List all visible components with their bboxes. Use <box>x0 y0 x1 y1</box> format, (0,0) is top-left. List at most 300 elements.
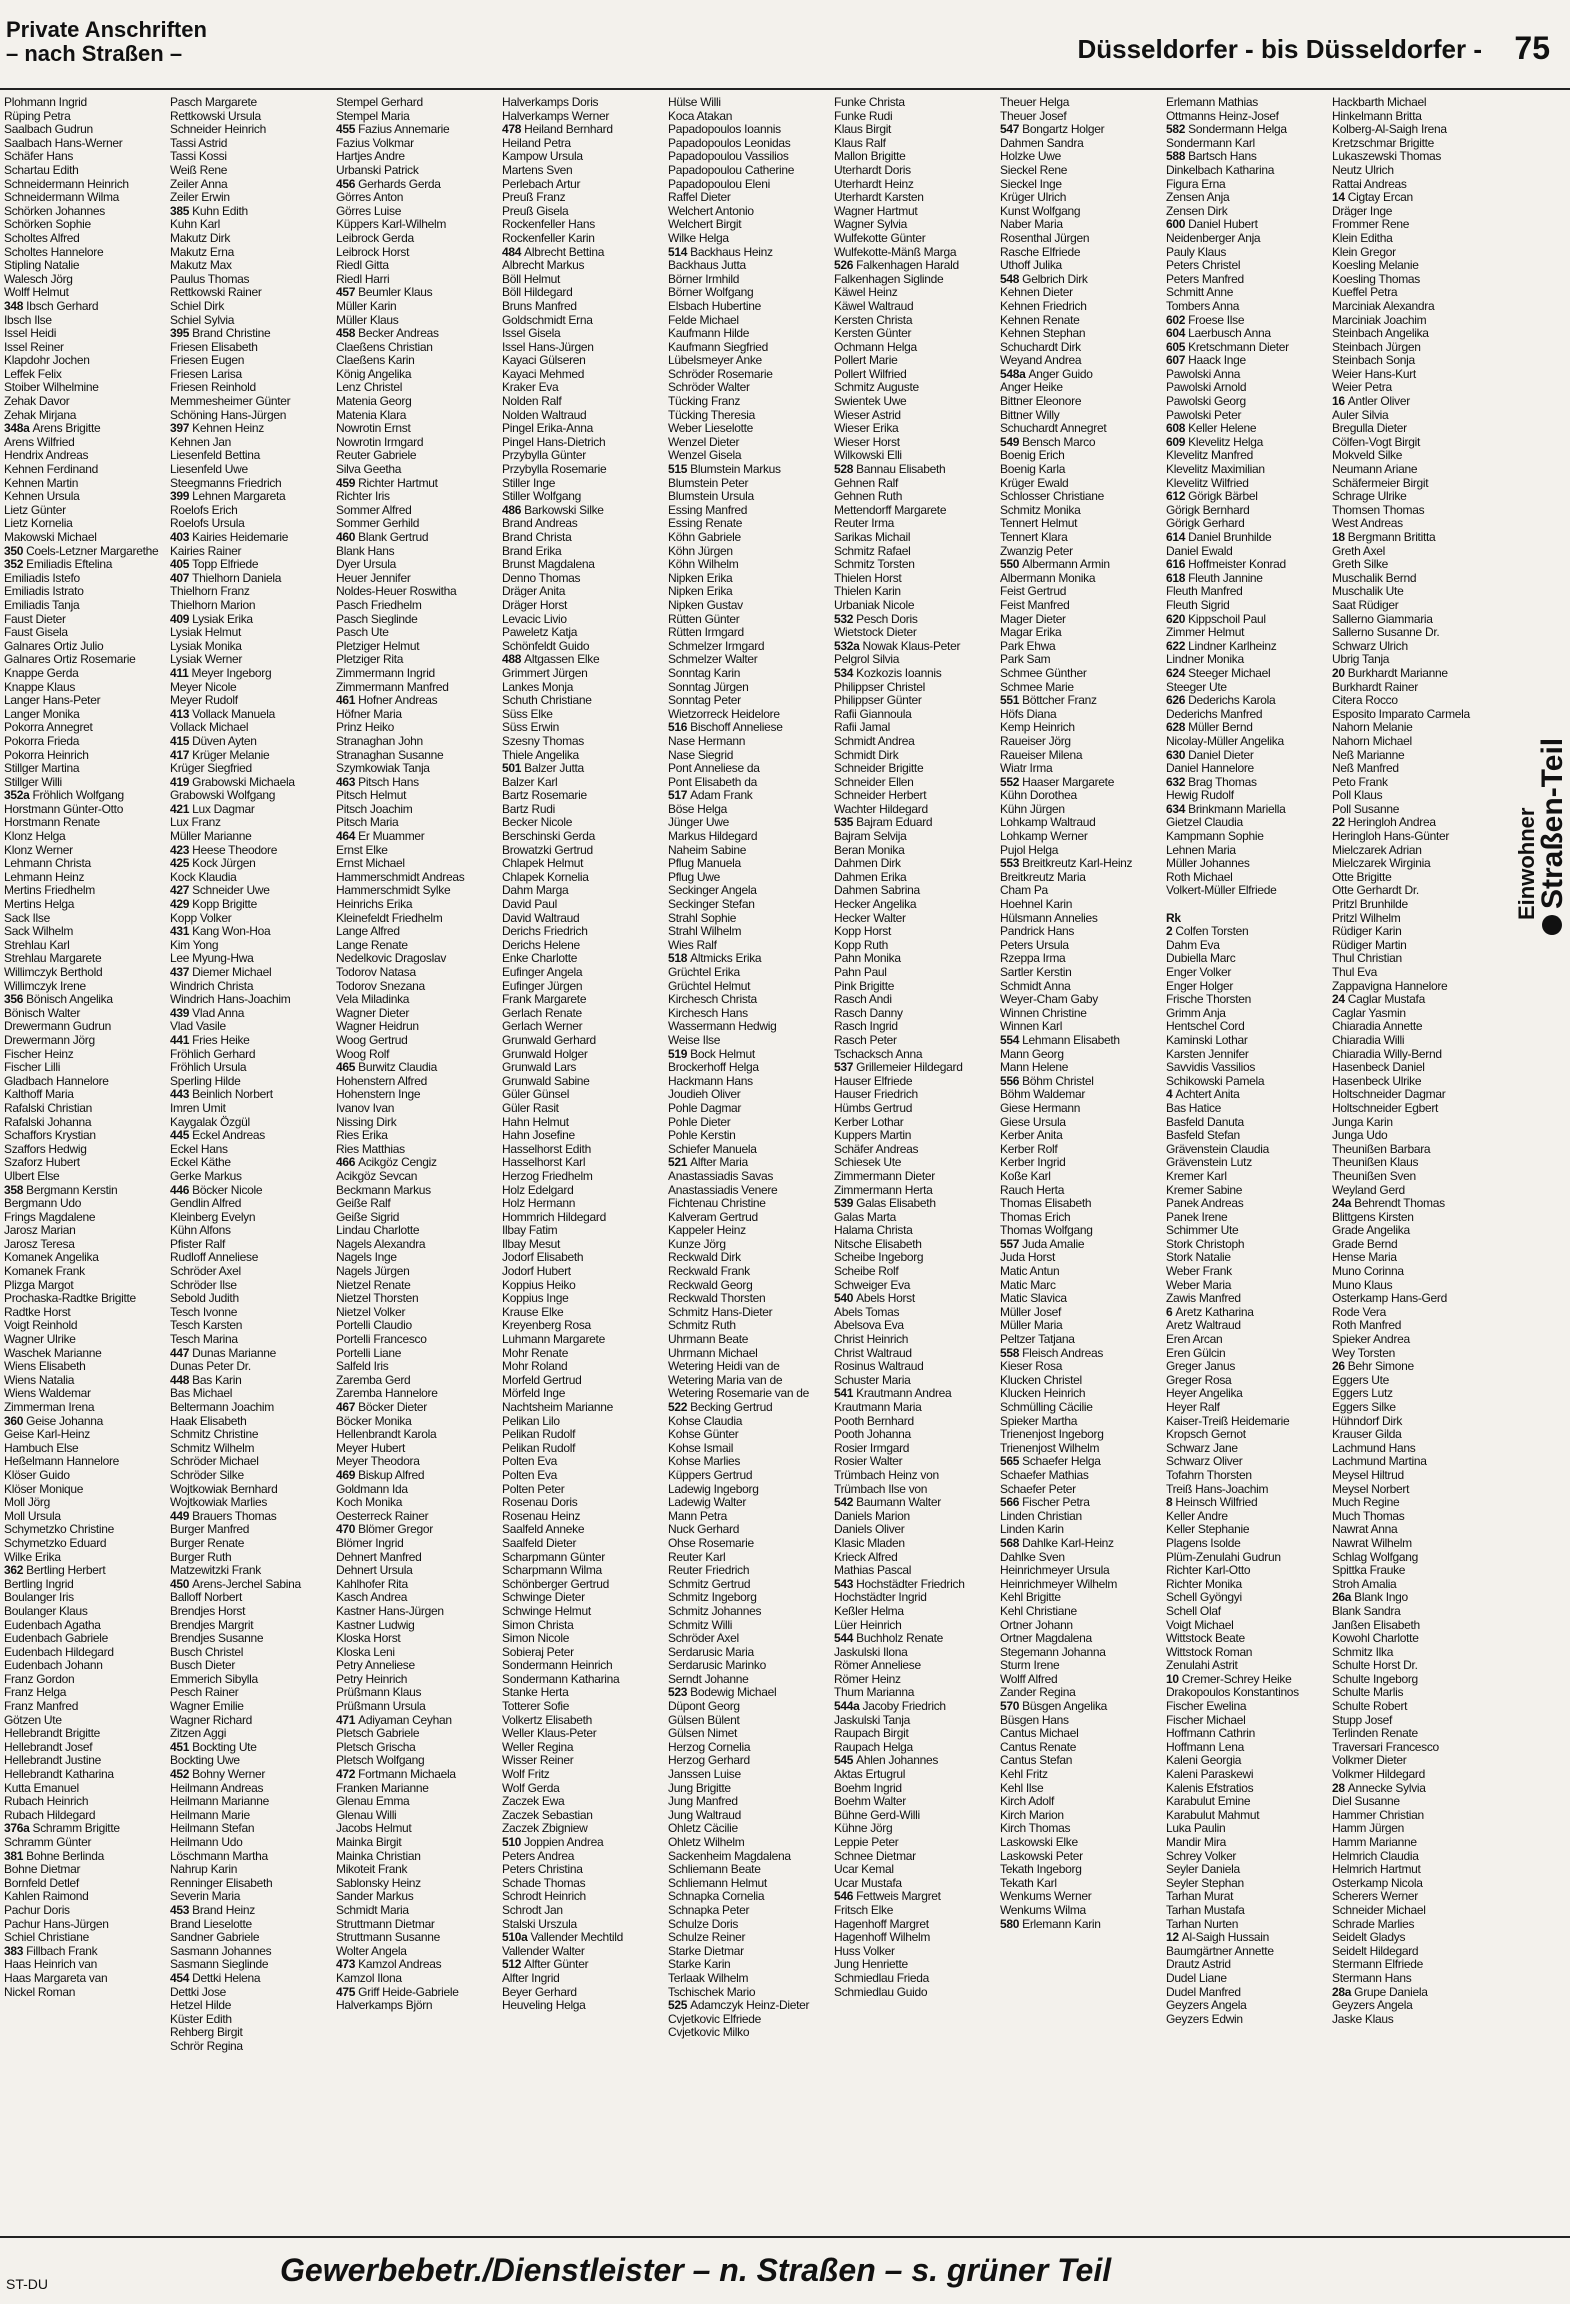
directory-entry <box>1332 1061 1498 1075</box>
resident-name: Kirchesch Hans <box>668 1005 748 1020</box>
resident-name: Roelofs Ursula <box>170 516 245 531</box>
resident-name: Fleisch Andreas <box>1022 1345 1104 1360</box>
resident-name: Bensch Marco <box>1022 434 1096 449</box>
resident-name: Horstmann Günter-Otto <box>4 801 124 816</box>
resident-name: Kaiser-Treiß Heidemarie <box>1166 1413 1290 1428</box>
resident-name: Görigk Gerhard <box>1166 516 1245 531</box>
directory-entry <box>502 1238 668 1252</box>
directory-entry <box>834 504 1000 518</box>
directory-entry <box>336 218 502 232</box>
resident-name: Galnares Ortiz Rosemarie <box>4 652 136 667</box>
directory-entry <box>1332 884 1498 898</box>
resident-name: Muno Corinna <box>1332 1264 1404 1279</box>
directory-entry <box>834 1116 1000 1130</box>
resident-name: Daniels Oliver <box>834 1522 905 1537</box>
directory-entry <box>1332 1700 1498 1714</box>
resident-name: Fleuth Sigrid <box>1166 597 1230 612</box>
resident-name: Zensen Dirk <box>1166 203 1228 218</box>
resident-name: Sebold Judith <box>170 1291 239 1306</box>
directory-entry <box>502 1632 668 1646</box>
directory-entry <box>170 1238 336 1252</box>
resident-name: Wagner Emilie <box>170 1699 244 1714</box>
resident-name: Dudel Manfred <box>1166 1984 1241 1999</box>
directory-entry <box>170 273 336 287</box>
resident-name: Diel Susanne <box>1332 1794 1400 1809</box>
resident-name: Hewig Rudolf <box>1166 788 1234 803</box>
directory-column <box>336 96 502 2216</box>
directory-entry <box>170 572 336 586</box>
directory-entry <box>1000 749 1166 763</box>
directory-entry <box>170 1795 336 1809</box>
directory-entry <box>1000 1088 1166 1102</box>
directory-entry <box>1166 1428 1332 1442</box>
house-number: 409 <box>170 611 193 626</box>
directory-entry <box>834 1972 1000 1986</box>
directory-entry <box>834 1809 1000 1823</box>
directory-entry <box>170 286 336 300</box>
resident-name: Krieck Alfred <box>834 1549 898 1564</box>
resident-name: Römer Heinz <box>834 1671 901 1686</box>
resident-name: Thum Marianna <box>834 1685 915 1700</box>
house-number: 486 <box>502 502 525 517</box>
resident-name: Krüger Ulrich <box>1000 190 1067 205</box>
resident-name: Liesenfeld Uwe <box>170 462 248 477</box>
directory-entry <box>4 653 170 667</box>
directory-entry <box>1000 137 1166 151</box>
directory-entry <box>336 1007 502 1021</box>
directory-entry <box>170 409 336 423</box>
resident-name: Kock Jürgen <box>192 856 256 871</box>
resident-name: Leffek Felix <box>4 366 62 381</box>
directory-entry <box>1332 463 1498 477</box>
directory-entry <box>1000 952 1166 966</box>
resident-name: Dinkelbach Katharina <box>1166 162 1275 177</box>
directory-column <box>1332 96 1498 2216</box>
resident-name: Frank Margarete <box>502 992 587 1007</box>
resident-name: Jodorf Hubert <box>502 1264 571 1279</box>
resident-name: Pasch Margarete <box>170 96 257 109</box>
resident-name: Kehnen Stephan <box>1000 326 1086 341</box>
resident-name: Lysiak Helmut <box>170 625 242 640</box>
resident-name: Kirch Adolf <box>1000 1794 1055 1809</box>
resident-name: Vlad Anna <box>192 1005 245 1020</box>
directory-entry <box>502 1523 668 1537</box>
resident-name: Scherers Werner <box>1332 1889 1418 1904</box>
directory-entry <box>4 1251 170 1265</box>
directory-entry <box>1166 1319 1332 1333</box>
directory-entry <box>4 96 170 110</box>
resident-name: Caglar Mustafa <box>1347 992 1425 1007</box>
resident-name: Brendjes Margrit <box>170 1617 254 1632</box>
directory-entry <box>4 504 170 518</box>
directory-entry <box>502 898 668 912</box>
directory-entry <box>1332 436 1498 450</box>
directory-entry <box>1166 259 1332 273</box>
resident-name: Theuer Josef <box>1000 108 1067 123</box>
directory-entry <box>1166 789 1332 803</box>
resident-name: Pooth Johanna <box>834 1427 911 1442</box>
directory-entry <box>1166 1075 1332 1089</box>
house-number: 417 <box>170 747 193 762</box>
resident-name: Volkmer Hildegard <box>1332 1767 1425 1782</box>
resident-name: Tschischek Mario <box>668 1984 756 1999</box>
resident-name: Rosinus Waltraud <box>834 1359 924 1374</box>
resident-name: Schmitz Wilhelm <box>170 1440 255 1455</box>
directory-entry <box>1000 1700 1166 1714</box>
directory-entry <box>336 1727 502 1741</box>
house-number: 553 <box>1000 856 1023 871</box>
directory-entry <box>1000 925 1166 939</box>
directory-entry <box>1166 300 1332 314</box>
resident-name: Hoffmann Cathrin <box>1166 1726 1256 1741</box>
resident-name: Alfter Maria <box>690 1155 748 1170</box>
directory-entry <box>170 1931 336 1945</box>
resident-name: Sturm Irene <box>1000 1658 1060 1673</box>
directory-entry <box>4 531 170 545</box>
resident-name: Heyer Angelika <box>1166 1386 1243 1401</box>
resident-name: Pont Elisabeth da <box>668 774 757 789</box>
house-number: 446 <box>170 1182 193 1197</box>
resident-name: Hammerschmidt Sylke <box>336 883 451 898</box>
resident-name: Schnee Dietmar <box>834 1848 916 1863</box>
directory-entry <box>502 96 668 110</box>
directory-entry <box>1166 490 1332 504</box>
resident-name: Balzer Karl <box>502 774 558 789</box>
resident-name: Adiyaman Ceyhan <box>358 1712 452 1727</box>
directory-entry <box>1000 966 1166 980</box>
resident-name: Denno Thomas <box>502 570 581 585</box>
directory-entry <box>834 735 1000 749</box>
resident-name: Terlaak Wilhelm <box>668 1970 749 1985</box>
resident-name: Bodewig Michael <box>690 1685 777 1700</box>
resident-name: Neß Manfred <box>1332 761 1399 776</box>
resident-name: Roth Manfred <box>1332 1318 1402 1333</box>
resident-name: Brand Christa <box>502 530 572 544</box>
directory-entry <box>1332 123 1498 137</box>
resident-name: Hammerschmidt Andreas <box>336 869 465 884</box>
resident-name: Zaczek Ewa <box>502 1794 565 1809</box>
resident-name: Dahmen Sabrina <box>834 883 920 898</box>
directory-entry <box>502 409 668 423</box>
resident-name: Kleinefeldt Friedhelm <box>336 910 443 925</box>
directory-entry <box>834 1850 1000 1864</box>
resident-name: Kehnen Dieter <box>1000 285 1073 300</box>
resident-name: Kalenis Efstratios <box>1166 1780 1254 1795</box>
directory-entry <box>4 1347 170 1361</box>
resident-name: Stupp Josef <box>1332 1712 1393 1727</box>
resident-name: Neumann Ariane <box>1332 462 1418 477</box>
resident-name: Klöser Monique <box>4 1481 84 1496</box>
directory-entry <box>1000 1333 1166 1347</box>
directory-entry <box>336 1238 502 1252</box>
directory-entry <box>170 585 336 599</box>
directory-entry <box>4 1102 170 1116</box>
directory-entry <box>668 884 834 898</box>
resident-name: Eudenbach Gabriele <box>4 1631 109 1646</box>
resident-name: Jung Brigitte <box>668 1780 731 1795</box>
directory-entry <box>336 1034 502 1048</box>
resident-name: Boehm Walter <box>834 1794 906 1809</box>
resident-name: Froese Ilse <box>1188 312 1245 327</box>
resident-name: Woog Gertrud <box>336 1032 408 1047</box>
resident-name: Falkenhagen Siglinde <box>834 271 944 286</box>
directory-entry <box>336 1211 502 1225</box>
resident-name: Koca Atakan <box>668 108 733 123</box>
directory-entry <box>170 1224 336 1238</box>
resident-name: Böll Helmut <box>502 271 561 286</box>
resident-name: Schmitz Auguste <box>834 380 919 395</box>
directory-entry <box>1332 178 1498 192</box>
resident-name: Schröder Rosemarie <box>668 366 773 381</box>
directory-entry <box>1000 1428 1166 1442</box>
directory-entry <box>170 1319 336 1333</box>
resident-name: Nahrup Karin <box>170 1862 238 1877</box>
resident-name: Plohmann Ingrid <box>4 96 87 109</box>
resident-name: Boehm Ingrid <box>834 1780 902 1795</box>
directory-entry <box>1166 368 1332 382</box>
resident-name: Schartau Edith <box>4 162 79 177</box>
directory-entry <box>170 191 336 205</box>
directory-entry <box>502 1374 668 1388</box>
resident-name: Diemer Michael <box>192 965 272 979</box>
resident-name: Kuhn Edith <box>192 203 248 218</box>
resident-name: Brand Erika <box>502 543 562 558</box>
house-number: 465 <box>336 1060 359 1075</box>
resident-name: Brunst Magdalena <box>502 557 595 572</box>
resident-name: Wey Torsten <box>1332 1345 1395 1360</box>
resident-name: Stranaghan John <box>336 733 423 748</box>
resident-name: Meyer Hubert <box>336 1440 406 1455</box>
house-number: 501 <box>502 761 525 776</box>
directory-entry <box>1000 1197 1166 1211</box>
directory-entry <box>336 1251 502 1265</box>
resident-name: Faust Gisela <box>4 625 68 640</box>
resident-name: Schramm Brigitte <box>32 1821 120 1836</box>
resident-name: Nissing Dirk <box>336 1114 397 1129</box>
resident-name: Lachmund Martina <box>1332 1454 1427 1469</box>
resident-name: Hellebrandt Josef <box>4 1739 93 1754</box>
resident-name: Swientek Uwe <box>834 394 907 409</box>
resident-name: Mielczarek Adrian <box>1332 842 1422 857</box>
resident-name: Bergmann Kerstin <box>26 1182 118 1197</box>
directory-entry <box>834 694 1000 708</box>
resident-name: Pokorra Annegret <box>4 720 93 735</box>
house-number: 458 <box>336 326 359 341</box>
resident-name: Aretz Katharina <box>1175 1304 1254 1319</box>
resident-name: Kopp Ruth <box>834 937 889 952</box>
directory-entry <box>4 545 170 559</box>
house-number: 8 <box>1166 1495 1176 1510</box>
directory-entry <box>1166 558 1332 572</box>
resident-name: Nicolay-Müller Angelika <box>1166 733 1284 748</box>
resident-name: Tekath Ingeborg <box>1000 1862 1082 1877</box>
directory-entry <box>502 884 668 898</box>
directory-entry <box>668 1673 834 1687</box>
directory-entry <box>668 952 834 966</box>
directory-entry <box>1166 164 1332 178</box>
directory-entry <box>170 1578 336 1592</box>
directory-entry <box>1166 1877 1332 1891</box>
directory-entry <box>668 816 834 830</box>
directory-entry <box>1332 1591 1498 1605</box>
resident-name: Müller Johannes <box>1166 856 1250 871</box>
resident-name: Matic Antun <box>1000 1264 1060 1279</box>
resident-name: Stipling Natalie <box>4 258 80 273</box>
resident-name: Kehnen Friedrich <box>1000 298 1087 313</box>
resident-name: Grimm Anja <box>1166 1005 1226 1020</box>
resident-name: Stermann Elfriede <box>1332 1957 1423 1972</box>
resident-name: Lehnen Maria <box>1166 842 1236 857</box>
directory-entry <box>502 1714 668 1728</box>
resident-name: Kohse Günter <box>668 1427 739 1442</box>
resident-name: Anastassiadis Venere <box>668 1182 778 1197</box>
house-number: 2 <box>1166 924 1176 939</box>
directory-entry <box>834 1646 1000 1660</box>
directory-entry <box>1000 1564 1166 1578</box>
directory-entry <box>4 1129 170 1143</box>
directory-entry <box>4 1795 170 1809</box>
directory-entry <box>1000 286 1166 300</box>
resident-name: Roelofs Erich <box>170 502 238 517</box>
directory-entry <box>1332 205 1498 219</box>
directory-entry <box>668 735 834 749</box>
directory-entry <box>834 1795 1000 1809</box>
resident-name: Grimmert Jürgen <box>502 665 588 680</box>
directory-entry <box>834 1428 1000 1442</box>
resident-name: Schneider Heinrich <box>170 122 266 137</box>
directory-entry <box>502 1700 668 1714</box>
resident-name: Volkert-Müller Elfriede <box>1166 883 1277 898</box>
resident-name: Osterkamp Hans-Gerd <box>1332 1291 1448 1306</box>
resident-name: Wilkowski Elli <box>834 448 902 463</box>
resident-name: Lux Dagmar <box>192 801 255 816</box>
resident-name: Rattai Andreas <box>1332 176 1407 191</box>
directory-entry <box>668 1999 834 2013</box>
directory-entry <box>834 422 1000 436</box>
directory-entry <box>502 1170 668 1184</box>
resident-name: Eckel Käthe <box>170 1155 231 1170</box>
directory-entry <box>834 395 1000 409</box>
resident-name: Otte Gerhardt Dr. <box>1332 883 1419 898</box>
directory-entry <box>336 1986 502 2000</box>
directory-entry <box>834 1768 1000 1782</box>
resident-name: Wulfekotte Günter <box>834 230 926 245</box>
directory-entry <box>170 123 336 137</box>
directory-entry <box>170 1347 336 1361</box>
directory-entry <box>1332 300 1498 314</box>
directory-entry <box>1166 1972 1332 1986</box>
resident-name: Pelikan Rudolf <box>502 1440 576 1455</box>
directory-entry <box>170 1551 336 1565</box>
resident-name: Rockenfeller Hans <box>502 217 595 232</box>
resident-name: Neidenberger Anja <box>1166 230 1261 245</box>
resident-name: Kehl Brigitte <box>1000 1590 1061 1605</box>
resident-name: Linden Karin <box>1000 1522 1064 1537</box>
resident-name: Breitkreutz Maria <box>1000 869 1086 884</box>
directory-entry <box>1000 613 1166 627</box>
directory-entry <box>170 137 336 151</box>
resident-name: Tassi Kossi <box>170 149 227 164</box>
directory-entry <box>502 341 668 355</box>
directory-entry <box>502 1877 668 1891</box>
resident-name: Pink Brigitte <box>834 978 895 993</box>
directory-entry <box>834 1578 1000 1592</box>
resident-name: Berschinski Gerda <box>502 829 595 844</box>
directory-entry <box>1166 1442 1332 1456</box>
directory-entry <box>668 463 834 477</box>
resident-name: Böhm Waldemar <box>1000 1087 1086 1102</box>
resident-name: Fröhlich Ursula <box>170 1060 247 1075</box>
directory-entry <box>4 1088 170 1102</box>
resident-name: Severin Maria <box>170 1889 241 1904</box>
house-number: 539 <box>834 1196 857 1211</box>
resident-name: Uterhardt Doris <box>834 162 911 177</box>
directory-entry <box>4 463 170 477</box>
house-number: 602 <box>1166 312 1189 327</box>
house-number: 515 <box>668 462 691 477</box>
directory-entry <box>4 164 170 178</box>
resident-name: Claeßens Christian <box>336 339 433 354</box>
directory-entry <box>834 789 1000 803</box>
resident-name: Gülsen Bülent <box>668 1712 740 1727</box>
resident-name: Basfeld Stefan <box>1166 1128 1240 1143</box>
directory-entry <box>336 1768 502 1782</box>
resident-name: Salfeld Iris <box>336 1359 389 1374</box>
directory-entry <box>1166 517 1332 531</box>
directory-entry <box>336 1170 502 1184</box>
directory-entry <box>834 1605 1000 1619</box>
directory-entry <box>4 449 170 463</box>
resident-name: Nietzel Thorsten <box>336 1291 419 1306</box>
directory-entry <box>336 1387 502 1401</box>
directory-entry <box>502 1319 668 1333</box>
resident-name: Grade Bernd <box>1332 1236 1398 1251</box>
directory-entry <box>4 218 170 232</box>
house-number: 523 <box>668 1685 691 1700</box>
directory-entry <box>1000 232 1166 246</box>
directory-entry <box>502 1279 668 1293</box>
directory-entry <box>1166 137 1332 151</box>
resident-name: Tennert Klara <box>1000 530 1068 544</box>
directory-entry <box>834 626 1000 640</box>
house-number: 582 <box>1166 122 1189 137</box>
directory-entry <box>668 273 834 287</box>
directory-entry <box>4 789 170 803</box>
directory-entry <box>336 1714 502 1728</box>
resident-name: König Angelika <box>336 366 412 381</box>
directory-entry <box>1166 1510 1332 1524</box>
resident-name: Wenzel Dieter <box>668 434 740 449</box>
house-number: 540 <box>834 1291 857 1306</box>
resident-name: Volkertz Elisabeth <box>502 1712 592 1727</box>
resident-name: Wittstock Roman <box>1166 1644 1253 1659</box>
resident-name: Prüßmann Klaus <box>336 1685 422 1700</box>
resident-name: Portelli Liane <box>336 1345 402 1360</box>
resident-name: Rütten Günter <box>668 611 740 626</box>
resident-name: Schrey Volker <box>1166 1848 1237 1863</box>
directory-entry <box>1332 803 1498 817</box>
directory-entry <box>834 572 1000 586</box>
resident-name: Rosier Irmgard <box>834 1440 910 1455</box>
resident-name: Saalbach Gudrun <box>4 122 93 137</box>
resident-name: Papadopoulou Eleni <box>668 176 771 191</box>
directory-entry <box>668 164 834 178</box>
directory-entry <box>170 1836 336 1850</box>
directory-entry <box>1332 1048 1498 1062</box>
resident-name: Blittgens Kirsten <box>1332 1209 1414 1224</box>
directory-entry <box>336 1224 502 1238</box>
resident-name: Hahn Josefine <box>502 1128 575 1143</box>
